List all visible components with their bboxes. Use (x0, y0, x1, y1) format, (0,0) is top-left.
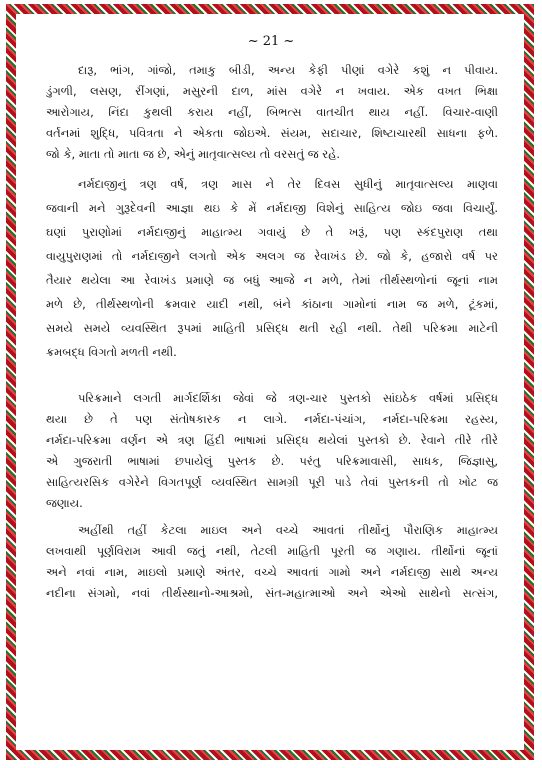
text-line: અને નવાં નામ, માઇલો પ્રમાણે અંતર, વચ્ચે આવતાં ગામો અને નર્મદાજી સાથે અન્ય (46, 565, 498, 579)
text-line: લખવાથી પૂર્ણવિરામ આવી જતું નથી, તેટલી માહિતી પૂરતી જ ગણાય. તીર્થોનાં જૂનાં (46, 544, 498, 558)
text-line: અહીંથી તહીં કેટલા માઇલ અને વચ્ચે આવતાં તીર્થોનું પૌરાણિક માહાત્મ્ય (78, 523, 498, 537)
text-line: તૈયાર થયેલા આ રેવાખંડ પ્રમાણે જ બધું આજે ન મળે, તેમાં તીર્થસ્થળોનાં જૂનાં નામ (46, 273, 498, 287)
text-line: પરિક્રમાને લગતી માર્ગદર્શિકા જેવાં જે ત્રણ-ચાર પુસ્તકો સાંઇઠેક વર્ષમાં પ્રસિદ્ધ (78, 391, 498, 405)
paragraph-2 (46, 172, 498, 364)
text-line: જો કે, માતા તો માતા જ છે, એનું માતૃવાત્સલ્ય તો વરસતું જ રહે. (46, 147, 341, 161)
text-line: મળે છે, તીર્થસ્થળોની ક્રમવાર યાદી નથી, બંને કાંઠાના ગામોનાં નામ જ મળે, ટૂંકમાં, (46, 297, 498, 311)
paragraph-1 (46, 60, 498, 165)
text-line: વાયુપુરાણમાં તો નર્મદાજીને લગતો એક અલગ જ રેવાખંડ છે. જો કે, હજારો વર્ષ પર (46, 249, 498, 263)
text-line: દારૂ, ભાંગ, ગાંજો, તમાકુ બીડી, અન્ય કેફી પીણાં વગેરે કશું ન પીવાય. (78, 63, 498, 77)
page-body (46, 60, 498, 604)
text-line: ક્રમબદ્ધ વિગતો મળતી નથી. (46, 345, 177, 359)
text-line: વર્તનમાં શુદ્ધિ, પવિત્રતા ને એકતા જોઇએ. સંયમ, સદાચાર, શિષ્ટાચારથી સાધના ફળે. (46, 126, 498, 140)
text-line: ડુંગળી, લસણ, રીંગણાં, મસુરની દાળ, માંસ વગેરે ન ખવાય. એક વખત ભિક્ષા (46, 84, 498, 98)
page-number: ~ 21 ~ (247, 34, 295, 49)
paragraph-3 (46, 388, 498, 514)
text-line: સમયે સમયે વ્યવસ્થિત રૂપમાં માહિતી પ્રસિદ્ધ થતી રહી નથી. તેથી પરિક્રમા માટેની (46, 321, 498, 335)
text-line: નર્મદાજીનું ત્રણ વર્ષ, ત્રણ માસ ને તેર દિવસ સુધીનું માતૃવાત્સલ્ય માણવા (78, 177, 498, 191)
text-line: એ ગુજરાતી ભાષામાં છપાયેલું પુસ્તક છે. પરંતુ પરિક્રમાવાસી, સાધક, જિજ્ઞાસુ, (46, 454, 498, 468)
text-line: થયા છે તે પણ સંતોષકારક ન લાગે. નર્મદા-પંચાંગ, નર્મદા-પરિક્રમા રહસ્ય, (46, 412, 498, 426)
text-line: જવાની મને ગુરૂદેવની આજ્ઞા થઇ કે મેં નર્મદાજી વિશેનું સાહિત્ય જોઇ જવા વિચાર્યું. (46, 201, 498, 215)
text-line: નદીના સંગમો, નવાં તીર્થસ્થાનો-આશ્રમો, સંત-મહાત્માઓ અને એઓ સાથેનો સત્સંગ, (46, 586, 498, 600)
text-line: સાહિત્યરસિક વગેરેને વિગતપૂર્ણ વ્યવસ્થિત સામગ્રી પૂરી પાડે તેવાં પુસ્તકની તો ખોટ જ (46, 475, 498, 489)
text-line: નર્મદા-પરિક્રમા વર્ણન એ ત્રણ હિંદી ભાષામાં પ્રસિદ્ધ થયેલાં પુસ્તકો છે. રેવાને તીરે તીરે (46, 433, 498, 447)
text-line: આરોગાય, નિંદા કુથલી કરાય નહીં, બિભત્સ વાતચીત થાય નહીં. વિચાર-વાણી (46, 105, 498, 119)
text-line: ઘણાં પુરાણોમાં નર્મદાજીનું માહાત્મ્ય ગવાયું છે તે ખરૂં, પણ સ્કંદપુરાણ તથા (46, 225, 498, 239)
text-line: જણાય. (46, 496, 83, 510)
paragraph-4 (46, 520, 498, 604)
